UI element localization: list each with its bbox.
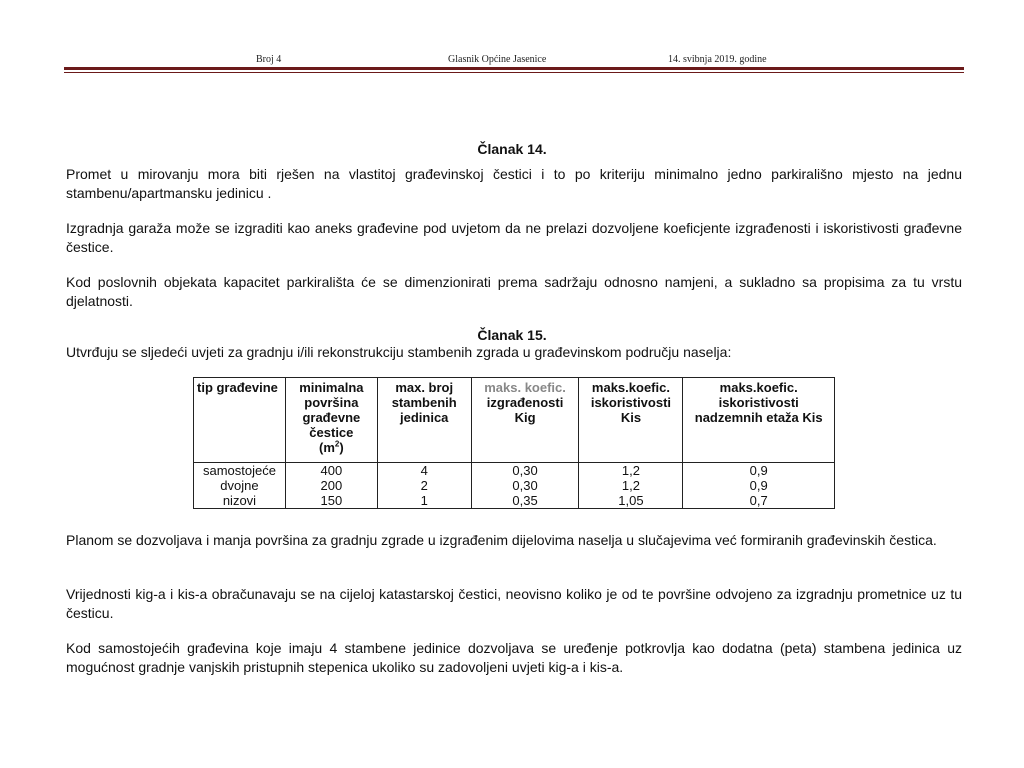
min-area-label: minimalna površina građevne čestice: [299, 380, 364, 440]
cell-min-area: 400: [285, 463, 377, 479]
col-header-min-area: [285, 378, 377, 463]
cell-kis-above: 0,7: [683, 493, 835, 509]
cell-kig: 0,35: [471, 493, 579, 509]
cell-kis: 1,2: [579, 478, 683, 493]
cell-max-units: 4: [377, 463, 471, 479]
cell-kis: 1,2: [579, 463, 683, 479]
article-15-intro: Utvrđuju se sljedeći uvjeti za gradnju i/ili rekonstrukciju stambenih zgrada u građevinskom području naselja:: [66, 344, 732, 360]
cell-kis-above: 0,9: [683, 463, 835, 479]
cell-type: nizovi: [194, 493, 286, 509]
cell-min-area: 150: [285, 493, 377, 509]
cell-kis-above: 0,9: [683, 478, 835, 493]
article-14-paragraph: Izgradnja garaža može se izgraditi kao aneks građevine pod uvjetom da ne prelazi dozvoljene koeficjente izgrađenosti i iskoristivosti građevne čestice.: [66, 220, 962, 255]
table-row: [194, 478, 835, 493]
header-rule-thin: [64, 72, 964, 73]
article-14-title: Članak 14.: [477, 141, 547, 157]
table-row: [194, 463, 835, 479]
publication-date: 14. svibnja 2019. godine: [668, 54, 767, 65]
header-rule-thick: [64, 67, 964, 70]
article-14-paragraph: Promet u mirovanju mora biti rješen na vlastitoj građevinskoj čestici i to po kriteriju minimalno jedno parkirališno mjesto na jednu stambenu/apartmansku jedinicu .: [66, 166, 962, 201]
col-header-max-units: max. broj stambenih jedinica: [377, 378, 471, 463]
min-area-unit-prefix: (m: [319, 440, 335, 455]
building-conditions-table: [193, 377, 835, 509]
cell-kig: 0,30: [471, 478, 579, 493]
cell-kis: 1,05: [579, 493, 683, 509]
col-header-type: tip građevine: [194, 378, 286, 463]
cell-type: samostojeće: [194, 463, 286, 479]
cell-max-units: 1: [377, 493, 471, 509]
page-header: [64, 54, 964, 78]
kig-header-faded: maks. koefic.: [484, 380, 566, 395]
cell-max-units: 2: [377, 478, 471, 493]
article-15-paragraph: Kod samostojećih građevina koje imaju 4 stambene jedinice dozvoljava se uređenje potkrovlja kao dodatna (peta) stambena jedinica uz mogućnost gradnje vanjskih pristupnih stepenica ukoliko su zadovoljeni uvjeti kig-a i kis-a.: [66, 640, 962, 675]
col-header-kis-above: maks.koefic. iskoristivosti nadzemnih etaža Kis: [683, 378, 835, 463]
table-header-row: [194, 378, 835, 463]
article-15-paragraph: Planom se dozvoljava i manja površina za gradnju zgrade u izgrađenim dijelovima naselja u slučajevima već formiranih građevinskih čestica.: [66, 532, 937, 548]
col-header-kis: maks.koefic. iskoristivosti Kis: [579, 378, 683, 463]
publication-name: Glasnik Općine Jasenice: [448, 54, 547, 65]
col-header-kig: [471, 378, 579, 463]
article-15-title: Članak 15.: [477, 327, 547, 343]
article-15-paragraph: Vrijednosti kig-a i kis-a obračunavaju se na cijeloj katastarskoj čestici, neovisno koliko je od te površine odvojeno za izgradnju prometnice uz tu česticu.: [66, 586, 962, 621]
kig-header-label: izgrađenosti Kig: [486, 395, 564, 425]
min-area-unit-sup: 2: [334, 439, 340, 449]
cell-type: dvojne: [194, 478, 286, 493]
min-area-unit-suffix: ): [339, 440, 344, 455]
issue-number: Broj 4: [256, 54, 282, 65]
cell-min-area: 200: [285, 478, 377, 493]
cell-kig: 0,30: [471, 463, 579, 479]
article-14-paragraph: Kod poslovnih objekata kapacitet parkirališta će se dimenzionirati prema sadržaju odnosno namjeni, a sukladno sa propisima za tu vrstu djelatnosti.: [66, 274, 962, 309]
table-row: [194, 493, 835, 509]
